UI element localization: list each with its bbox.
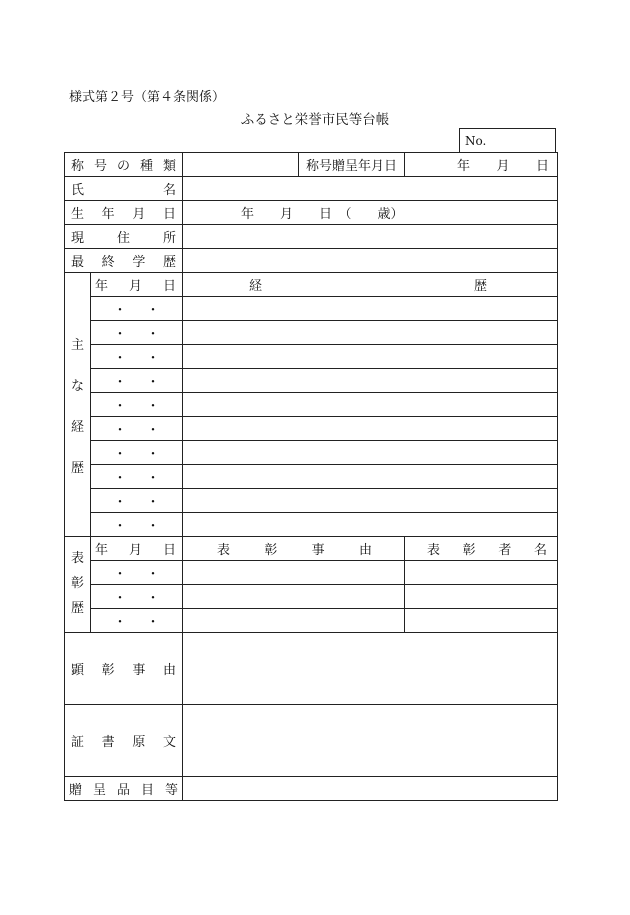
document-title: ふるさと栄誉市民等台帳	[240, 112, 390, 128]
field-name[interactable]	[183, 177, 558, 201]
awards-person-cell[interactable]	[405, 561, 558, 585]
awards-reason-cell[interactable]	[183, 609, 405, 633]
career-content-cell[interactable]	[183, 321, 558, 345]
career-date-cell[interactable]: ・・	[91, 369, 183, 393]
label-gifts: 贈 呈 品 目 等	[65, 777, 183, 801]
career-content-cell[interactable]	[183, 345, 558, 369]
register-table	[64, 152, 558, 801]
career-header-row	[65, 273, 558, 297]
label-birthdate: 生 年 月 日	[65, 201, 183, 225]
career-content-cell[interactable]	[183, 465, 558, 489]
career-content-header: 経 歴	[183, 273, 558, 297]
career-date-cell[interactable]: ・・	[91, 441, 183, 465]
label-education: 最 終 学 歴	[65, 249, 183, 273]
label-title-type: 称 号 の 種 類	[65, 153, 183, 177]
awards-date-cell[interactable]: ・・	[91, 585, 183, 609]
awards-person-cell[interactable]	[405, 585, 558, 609]
awards-row	[65, 609, 558, 633]
awards-date-cell[interactable]: ・・	[91, 561, 183, 585]
row-honor-reason	[65, 633, 558, 705]
field-birthdate[interactable]: 年 月 日 （ 歳）	[183, 201, 558, 225]
career-side-label: 主 な 経 歴	[65, 273, 91, 537]
career-row	[65, 345, 558, 369]
row-education	[65, 249, 558, 273]
career-row	[65, 441, 558, 465]
row-certificate-text	[65, 705, 558, 777]
career-date-cell[interactable]: ・・	[91, 513, 183, 537]
row-name	[65, 177, 558, 201]
awards-reason-cell[interactable]	[183, 585, 405, 609]
career-date-cell[interactable]: ・・	[91, 465, 183, 489]
awards-person-cell[interactable]	[405, 609, 558, 633]
career-row	[65, 465, 558, 489]
career-date-cell[interactable]: ・・	[91, 297, 183, 321]
number-label: No.	[465, 134, 487, 148]
career-content-cell[interactable]	[183, 393, 558, 417]
field-presentation-date[interactable]: 年 月 日	[405, 153, 558, 177]
career-content-cell[interactable]	[183, 297, 558, 321]
awards-reason-header: 表 彰 事 由	[183, 537, 405, 561]
career-date-cell[interactable]: ・・	[91, 393, 183, 417]
career-content-cell[interactable]	[183, 489, 558, 513]
label-name: 氏 名	[65, 177, 183, 201]
form-number-label: 様式第２号（第４条関係）	[69, 90, 226, 105]
awards-date-cell[interactable]: ・・	[91, 609, 183, 633]
career-row	[65, 489, 558, 513]
career-date-cell[interactable]: ・・	[91, 321, 183, 345]
label-presentation-date: 称号贈呈年月日	[299, 153, 405, 177]
career-content-cell[interactable]	[183, 441, 558, 465]
career-row	[65, 393, 558, 417]
career-row	[65, 417, 558, 441]
career-row	[65, 297, 558, 321]
career-date-cell[interactable]: ・・	[91, 345, 183, 369]
label-address: 現 住 所	[65, 225, 183, 249]
row-address	[65, 225, 558, 249]
awards-reason-cell[interactable]	[183, 561, 405, 585]
number-box[interactable]	[459, 128, 556, 152]
career-row	[65, 369, 558, 393]
career-date-cell[interactable]: ・・	[91, 417, 183, 441]
row-title-type	[65, 153, 558, 177]
awards-row	[65, 585, 558, 609]
career-date-header: 年 月 日	[91, 273, 183, 297]
career-row	[65, 513, 558, 537]
career-date-cell[interactable]: ・・	[91, 489, 183, 513]
field-education[interactable]	[183, 249, 558, 273]
row-birthdate	[65, 201, 558, 225]
label-honor-reason: 顕 彰 事 由	[65, 633, 183, 705]
label-certificate-text: 証 書 原 文	[65, 705, 183, 777]
career-content-cell[interactable]	[183, 513, 558, 537]
career-content-cell[interactable]	[183, 417, 558, 441]
awards-row	[65, 561, 558, 585]
career-content-cell[interactable]	[183, 369, 558, 393]
career-row	[65, 321, 558, 345]
awards-person-header: 表 彰 者 名	[405, 537, 558, 561]
row-gifts	[65, 777, 558, 801]
field-gifts[interactable]	[183, 777, 558, 801]
field-title-type[interactable]	[183, 153, 299, 177]
field-certificate-text[interactable]	[183, 705, 558, 777]
awards-date-header: 年 月 日	[91, 537, 183, 561]
field-address[interactable]	[183, 225, 558, 249]
awards-side-label: 表 彰 歴	[65, 537, 91, 633]
field-honor-reason[interactable]	[183, 633, 558, 705]
awards-header-row	[65, 537, 558, 561]
